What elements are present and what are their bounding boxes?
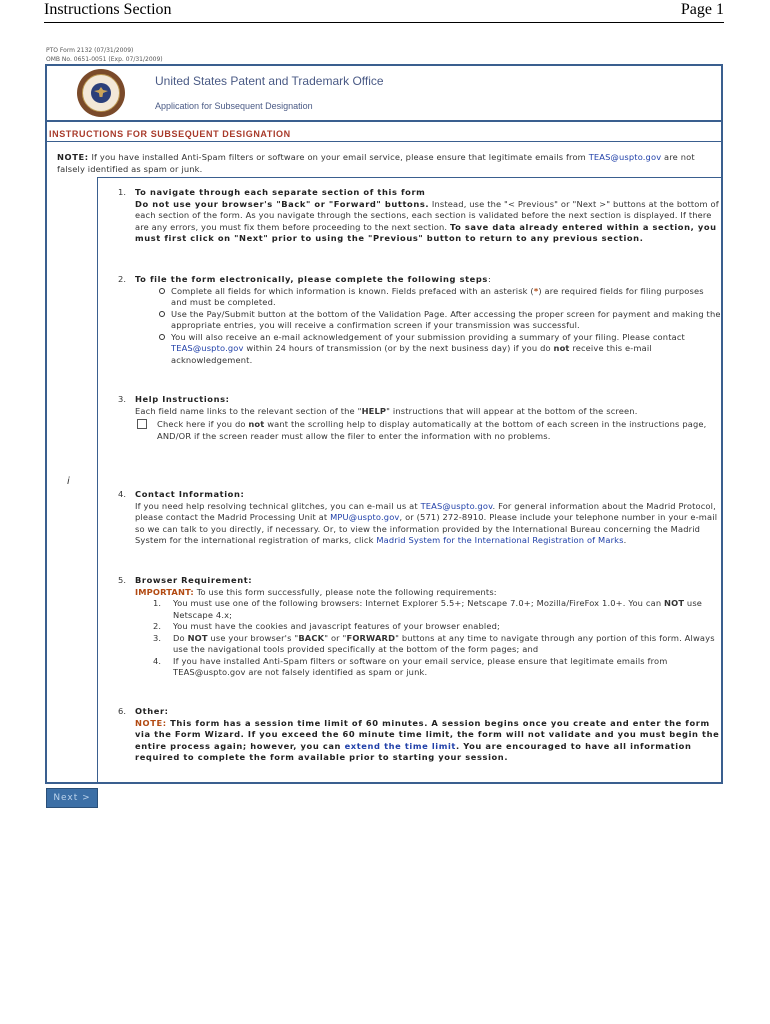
list-item: Use the Pay/Submit button at the bottom of the Validation Page. After accessing the proper screen for payment and making the appropriate entries, you will receive a confirmation screen if your transmission was successful. [135,309,721,332]
teas-email-link[interactable]: TEAS@uspto.gov [171,343,244,353]
form-id: PTO Form 2132 (07/31/2009) [46,47,134,54]
madrid-system-link[interactable]: Madrid System for the International Registration of Marks [376,535,624,545]
office-name: United States Patent and Trademark Office [155,74,384,88]
instruction-item-other: 6. Other: NOTE: This form has a session time limit of 60 minutes. A session begins once you create and enter the form via the Form Wizard. If you exceed the 60 minute time limit, the form will not validate and you must begin the entire process again; however, you can extend the time limit. You are encouraged to have all information required to complete the form available prior to starting your session. [118,706,720,762]
item-title: Contact Information: [135,489,245,499]
instruction-item-help: 3. Help Instructions: Each field name links to the relevant section of the "HELP" instructions that will appear at the bottom of the screen. Check here if you do not want the scrolling help to display automatically at the bottom of each screen in the instructions page, AND/OR if the screen reader must allow the filer to enter the information with no problems. [135,394,721,442]
page-header [44,0,724,23]
uspto-seal-icon [77,69,125,117]
scrolling-help-checkbox[interactable] [137,419,147,429]
list-item: You will also receive an e-mail acknowledgement of your submission providing a summary of your filing. Please contact TEAS@uspto.gov within 24 hours of transmission (or by the next business day) if you do not receive this e-mail acknowledgement. [135,332,721,367]
list-item: 1. You must use one of the following browsers: Internet Explorer 5.5+; Netscape 7.0+; Mozilla/FireFox 1.0+. You can NOT use Netscape 4.x; [153,598,703,620]
teas-email-link[interactable]: TEAS@uspto.gov [420,500,493,511]
instruction-item-navigate: 1. To navigate through each separate section of this form Do not use your browser's "Back" or "Forward" buttons. Instead, use the "< Previous" or "Next >" buttons at the bottom of each section of the form. As you navigate through the sections, each section is validated before the next section is displayed. If there are any errors, you must fix them before proceeding to the next section. To save data already entered within a section, you must first click on "Next" prior to using the "Previous" button to return to any previous section. [135,187,721,245]
heading-divider [47,141,721,142]
instruction-item-filing-steps: 2. To file the form electronically, please complete the following steps: Complete all fields for which information is known. Fields prefaced with an asterisk (*) are required fields for filing purposes and must be completed. Use the Pay/Submit button at the bottom of the Validation Page. After accessing the proper screen for payment and making the appropriate entries, you will receive a confirmation screen if your transmission was successful. You will also receive an e-mail acknowledgement of your submission providing a summary of your filing. Please contact TEAS@uspto.gov within 24 hours of transmission (or by the next business day) if you do not receive this e-mail acknowledgement. [118,274,721,365]
bullet-icon [159,288,165,294]
instruction-item-contact: 4. Contact Information: If you need help resolving technical glitches, you can e-mail us at TEAS@uspto.gov. For general information about the Madrid Protocol, please contact the Madrid Processing Unit at MPU@uspto.gov, or (571) 272-8910. Please include your telephone number in your e-mail so we can talk to you directly, if necessary. Or, to view the information provided by the International Bureau concerning the Madrid System for the international registration of marks, click Madrid System for the International Registration of Marks. [135,489,721,547]
list-item: 4. If you have installed Anti-Spam filters or software on your email service, please ensure that legitimate emails from TEAS@uspto.gov are not falsely identified as spam or junk. [153,655,668,677]
omb-number: OMB No. 0651-0051 (Exp. 07/31/2009) [46,56,163,63]
form-frame [45,64,723,784]
section-title: Instructions Section [44,1,172,18]
mpu-email-link[interactable]: MPU@uspto.gov [330,512,400,522]
note-divider [97,177,721,178]
instruction-item-browser: 5. Browser Requirement: IMPORTANT: To use this form successfully, please note the following requirements: 1. You must use one of the following browsers: Internet Explorer 5.5+; Netscape 7.0+; Mozilla/FireFox 1.0+. You can NOT use Netscape 4.x; 2. You must have the cookies and javascript features of your browser enabled; 3. Do NOT use your browser's "BACK" or "FORWARD" buttons at any time to navigate through any portion of this form. Always use the navigational tools provided specifically at the bottom of the form pages; and 4. If you have installed Anti-Spam filters or software on your email service, please ensure that legitimate emails from TEAS@uspto.gov are not falsely identified as spam or junk. [135,575,721,679]
scrolling-help-option: Check here if you do not want the scrolling help to display automatically at the bottom of each screen in the instructions page, AND/OR if the screen reader must allow the filer to enter the information with no problems. [135,419,721,442]
page-number: Page 1 [680,1,724,18]
form-meta [46,46,163,64]
spam-note: NOTE: If you have installed Anti-Spam filters or software on your email service, please ensure that legitimate emails from TEAS@uspto.gov are not falsely identified as spam or junk. [57,152,695,174]
list-item: 3. Do NOT use your browser's "BACK" or "FORWARD" buttons at any time to navigate through any portion of this form. Always use the navigational tools provided specifically at the bottom of the form pages; and [153,632,715,654]
next-button[interactable]: Next > [46,788,98,808]
note-label: NOTE: [135,717,167,728]
important-label: IMPORTANT: [135,586,194,597]
item-title: Help Instructions: [135,394,230,404]
left-marker: i [67,476,70,487]
form-subtitle: Application for Subsequent Designation [155,101,313,111]
left-column-divider [97,177,98,784]
item-title: Other: [135,706,169,716]
item-title: To file the form electronically, please complete the following steps [135,274,488,284]
list-item: Complete all fields for which information is known. Fields prefaced with an asterisk (*) are required fields for filing purposes and must be completed. [135,286,721,309]
instructions-heading: INSTRUCTIONS FOR SUBSEQUENT DESIGNATION [49,129,291,139]
item-title: To navigate through each separate section of this form [135,187,426,197]
bullet-icon [159,311,165,317]
list-item: 2. You must have the cookies and javascript features of your browser enabled; [153,621,500,631]
extend-time-limit-link[interactable]: extend the time limit [344,740,456,751]
bullet-icon [159,334,165,340]
teas-email-link[interactable]: TEAS@uspto.gov [588,152,662,162]
office-banner [47,66,721,122]
item-title: Browser Requirement: [135,575,253,585]
note-label: NOTE: [57,152,89,162]
